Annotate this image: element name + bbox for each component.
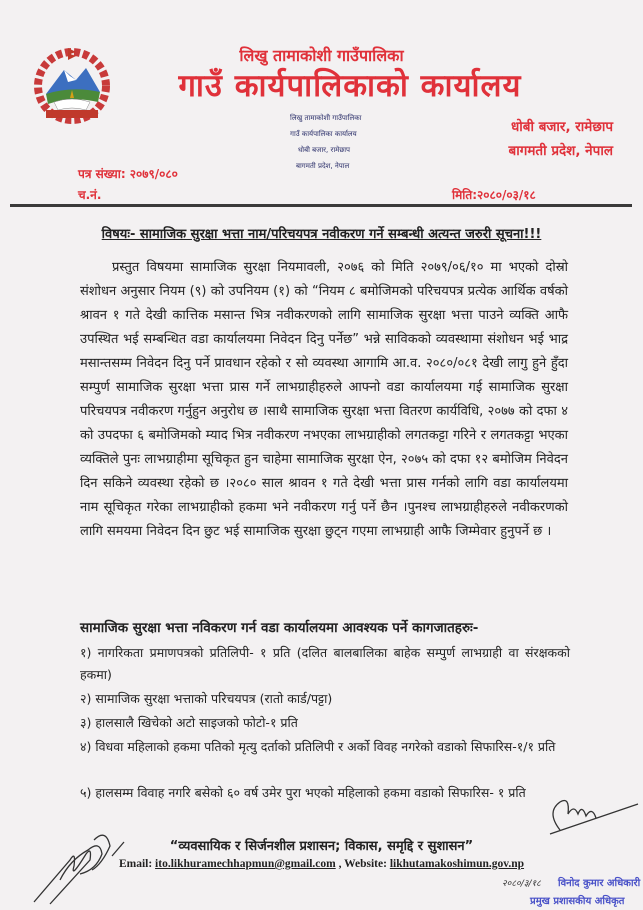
document-item: २) सामाजिक सुरक्षा भत्ताको परिचयपत्र (रातो कार्ड/पट्टा) [80,691,333,706]
letter-date: मिति:२०८०/०३/१८ [452,188,536,202]
subject-line: विषयः- सामाजिक सुरक्षा भत्ता नाम/परिचयपत्र नवीकरण गर्ने सम्बन्धी अत्यन्त जरुरी सूचना!!! [101,227,542,242]
seal-line-3: धोबी बजार, रामेछाप [298,146,351,154]
document-item: १) नागरिकता प्रमाणपत्रको प्रतिलिपी- १ प्रति (दलित बालबालिका बाहेक सम्पुर्ण लाभग्राही वा संरक्षकको हकमा) [80,645,570,682]
signature-right [540,796,640,836]
header-divider [10,204,632,207]
email-label: Email: [118,858,156,870]
officer-stamp [500,876,643,910]
handwritten-date: २०८०/३/१८ [502,879,541,889]
signature-left [30,820,130,906]
officer-name: विनोद कुमार अधिकारी [558,878,641,889]
municipality-name: लिखु तामाकोशी गाउँपालिका [239,46,404,65]
document-item: ४) विधवा महिलाको हकमा पतिको मृत्यु दर्ताको प्रतिलिपी र अर्को विवह नगरेको वडाको सिफारिस-१/१ प्रति [80,739,556,754]
seal-line-2: गाउँ कार्यपालिका कार्यालय [290,130,357,138]
address-line-1: धोबी बजार, रामेछाप [511,119,613,135]
document-item: ५) हालसम्म विवाह नगरि बसेको ६० वर्ष उमेर पुरा भएको महिलाको हकमा वडाको सिफारिस- १ प्रति [80,785,526,800]
website-link[interactable]: likhutamakoshimun.gov.np [389,858,525,870]
seal-line-1: लिखु तामाकोशी गाउँपालिका [290,114,362,122]
office-motto: “व्यवसायिक र सिर्जनशील प्रशासन; विकास, समृद्दि र सुशासन” [169,839,474,854]
notice-body: प्रस्तुत विषयमा सामाजिक सुरक्षा नियमावली, २०७६ को मिति २०७९/०६/१० मा भएको दोस्रो संशोधन अनुसार नियम (९) को उपनियम (१) को “नियम ८ बमोजिमको परिचयपत्र प्रत्येक आर्थिक वर्षको श्रावन १ गते देखी कात्तिक मसान्त भित्र नवीकरणको लागि सामाजिक सुरक्षा भत्ता पाउने व्यक्ति आफै उपस्थित भई सम्बन्धित वडा कार्यालयमा निवेदन दिनु पर्नेछ” भन्ने साविकको व्यवस्थामा संशोधन भई भाद्र मसान्तसम्म निवेदन दिनु पर्ने प्रावधान रहेको र सो व्यवस्था आगामि आ.व. २०८०/०८१ देखी लागु हुने हुँदा सम्पुर्ण सामाजिक सुरक्षा भत्ता प्रास गर्ने लाभग्राहीहरुले आफ्नो वडा कार्यालयमा गई सामाजिक सुरक्षा परिचयपत्र नवीकरण गर्नुहुन अनुरोध छ ।साथै सामाजिक सुरक्षा भत्ता वितरण कार्यविधि, २०७७ को दफा ४ को उपदफा ६ बमोजिमको म्याद भित्र नवीकरण नभएका लाभग्राहीको लगतकट्टा गरिने र लगतकट्टा भएका व्यक्तिले पुनः लाभग्राहीमा सूचिकृत हुन चाहेमा सामाजिक सुरक्षा ऐन, २०७५ को दफा १२ बमोजिम निवेदन दिन सकिने व्यवस्था रहेको छ ।२०८० साल श्रावन १ गते देखी भत्ता प्रास गर्नको लागि वडा कार्यालयमा नाम सूचिकृत गरेका लाभग्राहीको हकमा भने नवीकरण गर्नु पर्ने छैन ।पुनश्च लाभग्राहीहरुले नवीकरणको लागि समयमा निवेदन दिन छुट भई सामाजिक सुरक्षा छुट्न गएमा लाभग्राही आफै जिम्मेवार हुनुपर्ने छ । [80,260,568,539]
email-link[interactable]: ito.likhuramechhapmun@gmail.com [155,858,336,870]
office-seal-stamp [286,108,386,178]
office-name: गाउँ कार्यपालिकाको कार्यालय [178,68,522,104]
documents-heading: सामाजिक सुरक्षा भत्ता नविकरण गर्न वडा कार्यालयमा आवश्यक पर्ने कागजातहरुः- [80,620,479,636]
letter-number: पत्र संख्या: २०७९/०८० [78,167,178,181]
seal-line-4: बागमती प्रदेश, नेपाल [296,162,350,170]
officer-title: प्रमुख प्रशासकीय अधिकृत [530,896,625,907]
document-item: ३) हालसालै खिचेको अटो साइजको फोटो-१ प्रति [80,715,298,730]
contact-separator: , [335,858,345,870]
address-line-2: बागमती प्रदेश, नेपाल [508,143,613,159]
reference-number: च.नं. [78,188,102,202]
seal-text [290,113,362,170]
office-address [509,115,613,163]
website-label: Website: [344,858,390,870]
